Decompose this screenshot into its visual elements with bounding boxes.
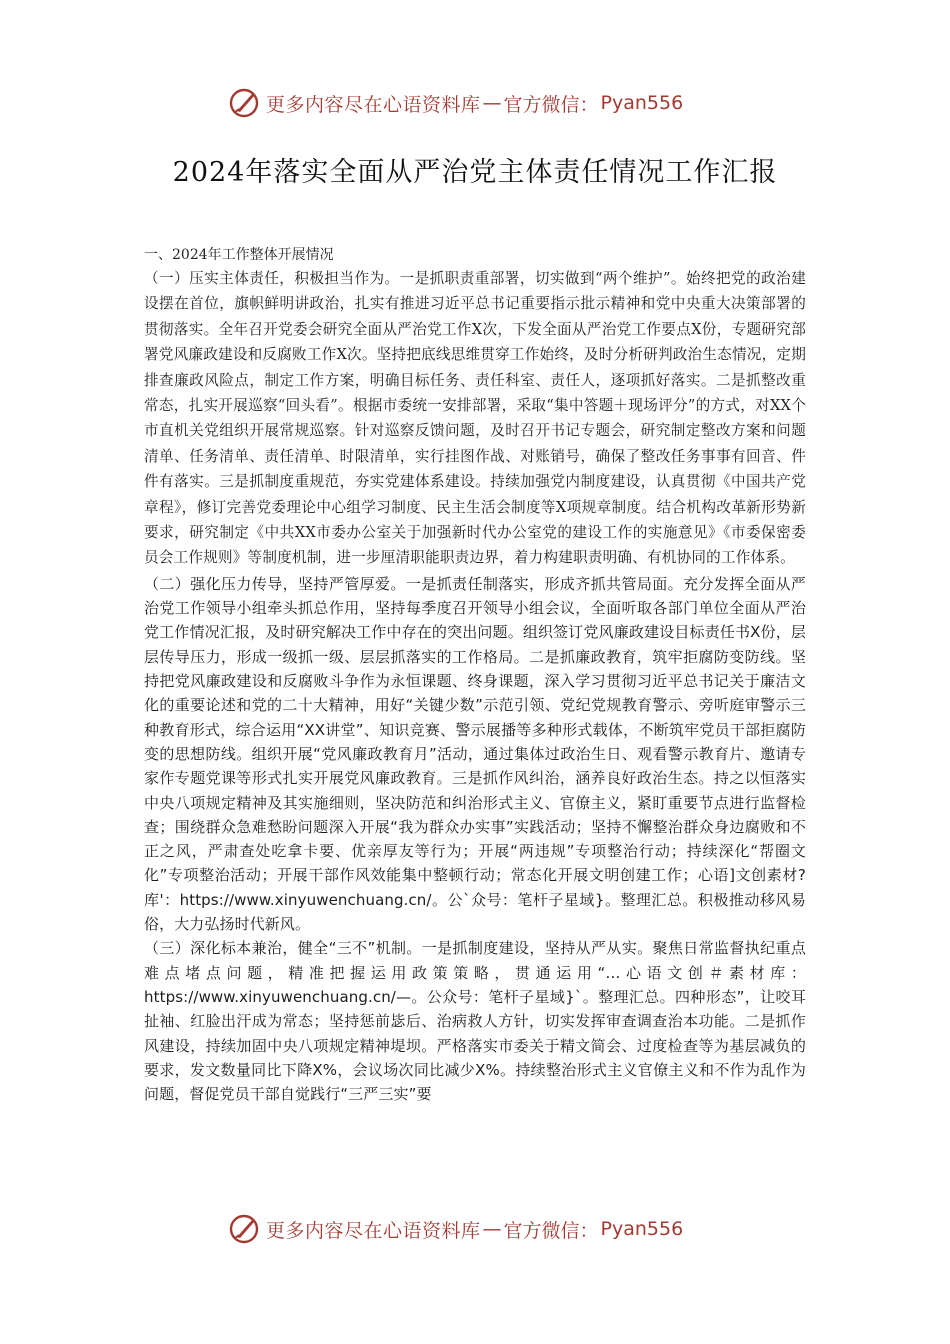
document-title: 2024年落实全面从严治党主体责任情况工作汇报 [172,157,778,188]
banner-slogan: 更多内容尽在心语资料库 [266,1219,481,1242]
document-body [144,244,806,1106]
banner-wechat-id: Pyan556 [600,92,684,114]
section-heading: 一、2024年工作整体开展情况 [144,247,334,263]
paragraph-1: （一）压实主体责任，积极担当作为。一是抓职责重部署，切实做到“两个维护”。始终把党的政治建设摆在首位，旗帜鲜明讲政治，扎实有推进习近平总书记重要指示批示精神和党中央重大决策部署的贯彻落实。全年召开党委会研究全面从严治党工作X次，下发全面从严治党工作要点X份，专题研究部署党风廉政建设和反腐败工作X次。坚持把底线思维贯穿工作始终，及时分析研判政治生态情况，定期排查廉政风险点，制定工作方案，明确目标任务、责任科室、责任人，逐项抓好落实。二是抓整改重常态，扎实开展巡察“回头看”。根据市委统一安排部署，采取“集中答题＋现场评分”的方式，对XX个市直机关党组织开展常规巡察。针对巡察反馈问题，及时召开书记专题会，研究制定整改方案和问题清单、任务清单、责任清单、时限清单，实行挂图作战、对账销号，确保了整改任务事事有回音、件件有落实。三是抓制度重规范，夯实党建体系建设。持续加强党内制度建设，认真贯彻《中国共产党章程》，修订完善党委理论中心组学习制度、民主生活会制度等X项规章制度。结合机构改革新形势新要求，研究制定《中共XX市委办公室关于加强新时代办公室党的建设工作的实施意见》《市委保密委员会工作规则》等制度机制，进一步厘清职能职责边界，着力构建职责明确、有机协同的工作体系。 [144,270,806,567]
paragraph-2: （二）强化压力传导，坚持严管厚爱。一是抓责任制落实，形成齐抓共管局面。充分发挥全面从严治党工作领导小组牵头抓总作用，坚持每季度召开领导小组会议，全面听取各部门单位全面从严治党工作情况汇报，及时研究解决工作中存在的突出问题。组织签订党风廉政建设目标责任书X份，层层传导压力，形成一级抓一级、层层抓落实的工作格局。二是抓廉政教育，筑牢拒腐防变防线。坚持把党风廉政建设和反腐败斗争作为永恒课题、终身课题，深入学习贯彻习近平总书记关于廉洁文化的重要论述和党的二十大精神，用好“关键少数”示范引领、党纪党规教育警示、旁听庭审警示三种教育形式，综合运用“XX讲堂”、知识竞赛、警示展播等多种形式载体，不断筑牢党员干部拒腐防变的思想防线。组织开展“党风廉政教育月”活动，通过集体过政治生日、观看警示教育片、邀请专家作专题党课等形式扎实开展党风廉政教育。三是抓作风纠治，涵养良好政治生态。持之以恒落实中央八项规定精神及其实施细则，坚决防范和纠治形式主义、官僚主义，紧盯重要节点进行监督检查；围绕群众急难愁盼问题深入开展“我为群众办实事”实践活动；坚持不懈整治群众身边腐败和不正之风，严肃查处吃拿卡要、优亲厚友等行为；开展“两违规”专项整治行动；持续深化“帮圈文化”专项整治活动；开展干部作风效能集中整顿行动；常态化开展文明创建工作；心语]文创素材?库'：https://www.xinyuwenchuang.cn/。公`众号：笔杆子星域}。整理汇总。积极推动移风易俗，大力弘扬时代新风。 [144,574,806,934]
header-banner [228,86,683,120]
banner-separator: — [482,92,502,114]
quill-circle-logo-icon [228,87,260,119]
banner-slogan: 更多内容尽在心语资料库 [266,93,481,116]
quill-circle-logo-icon [228,1213,260,1245]
banner-wechat-label: 官方微信： [503,93,599,116]
footer-banner [228,1212,683,1246]
banner-wechat-label: 官方微信： [503,1219,599,1242]
banner-separator: — [482,1218,502,1240]
banner-wechat-id: Pyan556 [600,1218,684,1240]
paragraph-3: （三）深化标本兼治，健全“三不”机制。一是抓制度建设，坚持从严从实。聚焦日常监督执纪重点难点堵点问题，精准把握运用政策策略，贯通运用“…心语文创＃素材库：https://www.xinyuwenchuang.cn/—。公众号：笔杆子星域}`。整理汇总。四种形态”，让咬耳扯袖、红脸出汗成为常态；坚持惩前毖后、治病救人方针，切实发挥审查调查治本功能。二是抓作风建设，持续加固中央八项规定精神堤坝。严格落实市委关于精文简会、过度检查等为基层减负的要求，发文数量同比下降X%，会议场次同比减少X%。持续整治形式主义官僚主义和不作为乱作为问题，督促党员干部自觉践行“三严三实”要 [144,939,806,1104]
